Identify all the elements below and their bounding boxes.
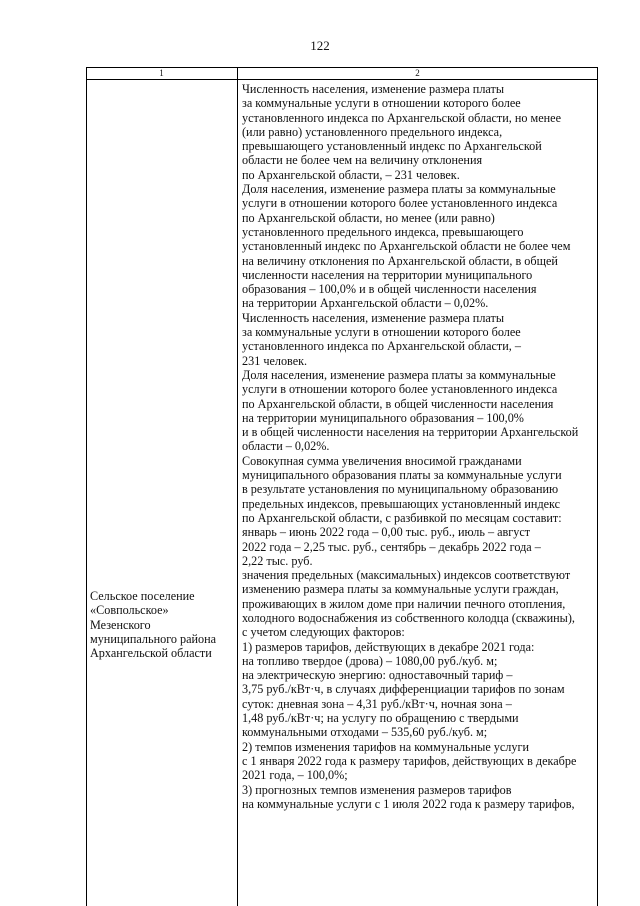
document-table [86, 67, 598, 906]
municipality-name-line: Сельское поселение [90, 589, 195, 603]
text-line: 1) размеров тарифов, действующих в декабре 2021 года: [242, 639, 535, 654]
table-border-left [86, 68, 87, 906]
text-line: с 1 января 2022 года к размеру тарифов, действующих в декабре [242, 753, 577, 768]
text-line: 1,48 руб./кВт·ч; на услугу по обращению с твердыми [242, 711, 519, 726]
text-line: значения предельных (максимальных) индексов соответствуют [242, 568, 571, 583]
text-line: численности населения на территории муниципального [242, 267, 533, 282]
text-line: 2022 года – 2,25 тыс. руб., сентябрь – декабрь 2022 года – [242, 539, 541, 554]
text-line: 2021 года, – 100,0%; [242, 768, 348, 783]
column-1-content [90, 589, 235, 660]
text-line: Доля населения, изменение размера платы за коммунальные [242, 367, 556, 382]
text-line: по Архангельской области, но менее (или равно) [242, 210, 495, 225]
text-line: за коммунальные услуги в отношении которого более [242, 96, 521, 111]
municipality-name-line: Архангельской области [90, 646, 212, 661]
text-line: Доля населения, изменение размера платы за коммунальные [242, 182, 556, 197]
text-line: с учетом следующих факторов: [242, 625, 405, 640]
table-border-right [597, 68, 598, 906]
municipality-name-line: муниципального района [90, 631, 217, 646]
text-line: услуги в отношении которого более установленного индекса [242, 382, 558, 397]
text-line: установленный индекс по Архангельской области не более чем [242, 239, 571, 254]
text-line: за коммунальные услуги в отношении которого более [242, 325, 521, 340]
text-line: коммунальными отходами – 535,60 руб./куб. м; [242, 725, 488, 740]
text-line: на коммунальные услуги с 1 июля 2022 года к размеру тарифов, [242, 796, 575, 811]
text-line: в результате установления по муниципальному образованию [242, 482, 559, 497]
text-line: на величину отклонения по Архангельской области, в общей [242, 253, 558, 268]
text-line: 3,75 руб./кВт·ч, в случаях дифференциации тарифов по зонам [242, 682, 565, 697]
municipality-name-line: «Совпольское» [90, 603, 169, 618]
text-line: установленного индекса по Архангельской области, но менее [242, 110, 561, 125]
text-line: 2) темпов изменения тарифов на коммунальные услуги [242, 739, 529, 754]
text-line: на территории Архангельской области – 0,02%. [242, 296, 489, 311]
text-line: проживающих в жилом доме при наличии печного отопления, [242, 596, 566, 611]
text-line: (или равно) установленного предельного индекса, [242, 124, 503, 139]
text-line: по Архангельской области, в общей численности населения [242, 396, 554, 411]
text-line: по Архангельской области, – 231 человек. [242, 167, 460, 182]
text-line: 2,22 тыс. руб. [242, 553, 313, 568]
page-number: 122 [310, 38, 330, 53]
text-line: муниципального образования платы за коммунальные услуги [242, 468, 562, 483]
text-line: предельных индексов, превышающих установленный индекс [242, 496, 561, 511]
text-line: на электрическую энергию: одноставочный тариф – [242, 668, 513, 683]
text-line: области не более чем на величину отклонения [242, 153, 483, 168]
text-line: установленного индекса по Архангельской области, – [242, 339, 521, 354]
text-line: и в общей численности населения на территории Архангельской [242, 425, 579, 440]
column-2-header: 2 [415, 68, 420, 78]
text-line: услуги в отношении которого более установленного индекса [242, 196, 558, 211]
text-line: на топливо твердое (дрова) – 1080,00 руб./куб. м; [242, 653, 498, 668]
text-line: январь – июнь 2022 года – 0,00 тыс. руб., июль – август [242, 525, 531, 540]
text-line: 3) прогнозных темпов изменения размеров тарифов [242, 782, 512, 797]
text-line: Совокупная сумма увеличения вносимой гражданами [242, 453, 522, 468]
text-line: изменению размера платы за коммунальные услуги граждан, [242, 582, 559, 597]
text-line: холодного водоснабжения из собственного колодца (скважины), [242, 610, 575, 625]
text-line: области – 0,02%. [242, 439, 330, 454]
table-header-row [86, 68, 598, 80]
text-line: на территории муниципального образования – 100,0% [242, 410, 524, 425]
text-line: превышающего установленный индекс по Архангельской [242, 139, 542, 154]
text-line: по Архангельской области, с разбивкой по месяцам составит: [242, 510, 562, 525]
text-line: Численность населения, изменение размера платы [242, 82, 505, 96]
municipality-name-line: Мезенского [90, 617, 151, 632]
text-line: образования – 100,0% и в общей численности населения [242, 282, 537, 297]
text-line: суток: дневная зона – 4,31 руб./кВт·ч, ночная зона – [242, 696, 512, 711]
text-line: Численность населения, изменение размера платы [242, 310, 505, 325]
text-line: 231 человек. [242, 353, 308, 368]
column-2-content [242, 82, 594, 811]
column-1-header: 1 [159, 68, 164, 78]
text-line: установленного предельного индекса, превышающего [242, 224, 524, 239]
table-column-divider [237, 68, 238, 906]
